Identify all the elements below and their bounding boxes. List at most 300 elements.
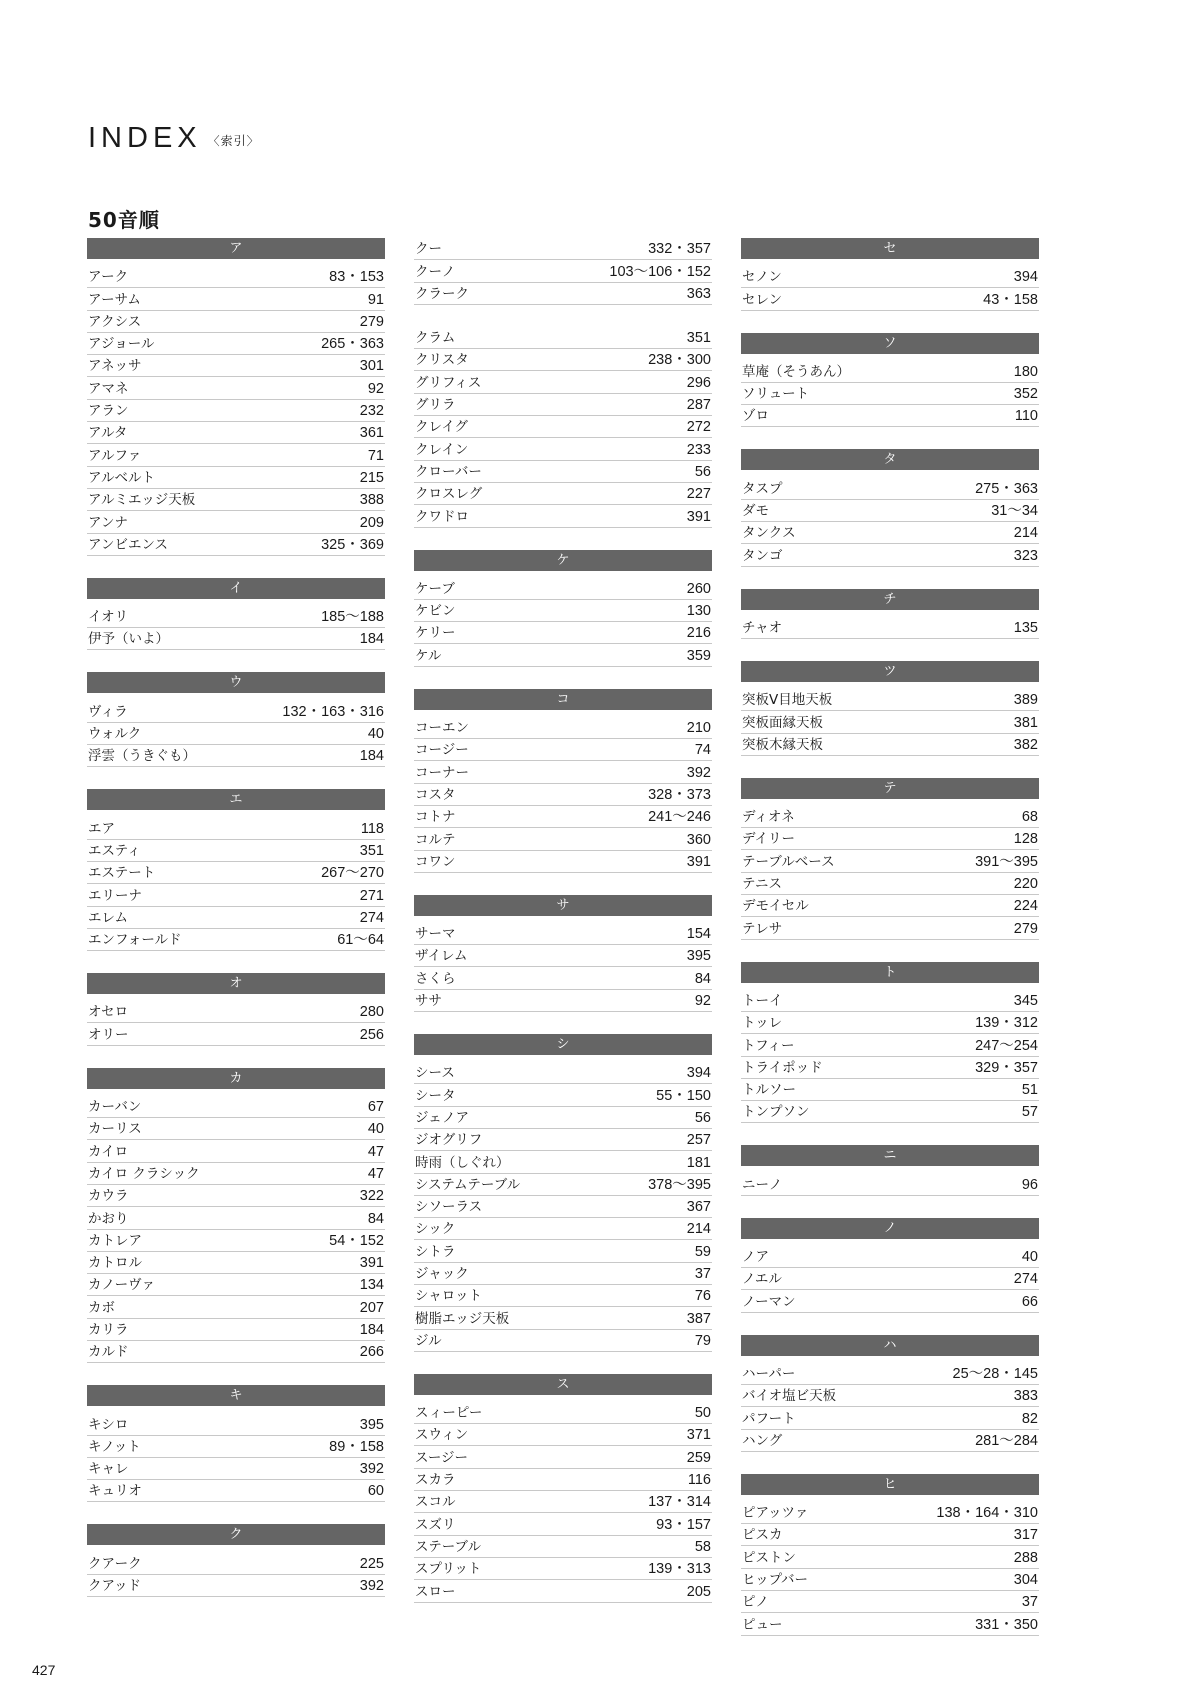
entry-name: アジョール xyxy=(88,336,155,353)
index-entry xyxy=(414,1558,712,1580)
entry-page: 83・153 xyxy=(329,269,384,286)
entry-name: トンプソン xyxy=(742,1104,810,1121)
index-entry xyxy=(87,929,385,951)
entry-name: タスプ xyxy=(742,480,783,497)
index-entry xyxy=(741,1546,1039,1568)
index-entry xyxy=(741,895,1039,917)
entry-name: コルテ xyxy=(415,831,456,848)
index-group xyxy=(87,238,385,556)
entry-name: アルミエッジ天板 xyxy=(88,492,196,509)
index-entry xyxy=(87,628,385,650)
entry-page: 84 xyxy=(694,970,711,987)
index-entry xyxy=(741,734,1039,756)
entry-page: 279 xyxy=(1013,920,1038,937)
entry-page: 259 xyxy=(686,1449,711,1466)
kana-header: ソ xyxy=(741,333,1039,354)
entry-name: チャオ xyxy=(742,619,783,636)
entry-name: ササ xyxy=(415,993,442,1010)
entry-name: コワン xyxy=(415,853,456,870)
index-entry xyxy=(414,505,712,527)
entry-name: アンビエンス xyxy=(88,536,169,553)
entry-page: 76 xyxy=(694,1288,711,1305)
entry-page: 359 xyxy=(686,647,711,664)
entry-page: 43・158 xyxy=(983,291,1038,308)
index-entry xyxy=(414,416,712,438)
entry-page: 260 xyxy=(686,580,711,597)
entry-name: エスティ xyxy=(88,842,141,859)
kana-header: ヒ xyxy=(741,1474,1039,1495)
kana-header: オ xyxy=(87,973,385,994)
entry-page: 51 xyxy=(1021,1082,1038,1099)
entry-name: スィーピー xyxy=(415,1405,483,1422)
entry-page: 271 xyxy=(359,887,384,904)
entry-page: 279 xyxy=(359,313,384,330)
index-entry xyxy=(741,544,1039,566)
index-entry xyxy=(414,438,712,460)
entry-page: 205 xyxy=(686,1583,711,1600)
index-entry xyxy=(741,288,1039,310)
entry-name: ジャック xyxy=(415,1265,469,1282)
index-entry xyxy=(414,461,712,483)
index-entry xyxy=(87,1140,385,1162)
entry-page: 47 xyxy=(367,1143,384,1160)
index-entry xyxy=(741,1591,1039,1613)
index-entry xyxy=(741,266,1039,288)
index-entry xyxy=(414,1513,712,1535)
index-entry xyxy=(414,1330,712,1352)
index-entry xyxy=(87,1413,385,1435)
entry-name: アルタ xyxy=(88,425,128,442)
index-entry xyxy=(87,1207,385,1229)
entry-name: ノエル xyxy=(742,1271,782,1288)
entry-name: エリーナ xyxy=(88,887,142,904)
entry-page: 238・300 xyxy=(648,352,711,369)
entry-page: 224 xyxy=(1013,898,1038,915)
entry-page: 185〜188 xyxy=(321,609,384,626)
entry-page: 55・150 xyxy=(656,1087,711,1104)
index-entry xyxy=(87,1185,385,1207)
index-group xyxy=(87,1385,385,1502)
entry-name: グリラ xyxy=(415,397,456,414)
entry-name: デモイセル xyxy=(742,898,809,915)
index-entry xyxy=(414,394,712,416)
entry-page: 233 xyxy=(686,441,711,458)
entry-name: クラム xyxy=(415,330,456,347)
index-entry xyxy=(414,990,712,1012)
entry-page: 61〜64 xyxy=(337,932,384,949)
index-entry xyxy=(87,1096,385,1118)
entry-name: スウィン xyxy=(415,1427,469,1444)
entry-name: ピュー xyxy=(742,1616,783,1633)
index-group xyxy=(741,661,1039,756)
entry-name: アーサム xyxy=(88,291,141,308)
entry-page: 130 xyxy=(686,603,711,620)
entry-name: コーエン xyxy=(415,720,469,737)
entry-page: 91 xyxy=(367,291,384,308)
entry-page: 287 xyxy=(686,397,711,414)
entry-page: 345 xyxy=(1013,992,1038,1009)
entry-name: クー xyxy=(415,241,442,258)
index-entry xyxy=(87,884,385,906)
index-entry xyxy=(87,745,385,767)
entry-page: 31〜34 xyxy=(991,503,1038,520)
index-group xyxy=(414,1034,712,1352)
entry-name: キュリオ xyxy=(88,1483,142,1500)
entry-page: 361 xyxy=(359,425,384,442)
entry-page: 25〜28・145 xyxy=(952,1365,1038,1382)
entry-name: イオリ xyxy=(88,609,129,626)
entry-name: コーナー xyxy=(415,764,469,781)
entry-name: エア xyxy=(88,820,115,837)
index-entry xyxy=(87,606,385,628)
index-entry xyxy=(414,283,712,305)
entry-name: スズリ xyxy=(415,1516,456,1533)
entry-name: シック xyxy=(415,1221,456,1238)
index-entry xyxy=(414,483,712,505)
entry-name: セレン xyxy=(742,291,783,308)
index-entry xyxy=(741,383,1039,405)
kana-header: キ xyxy=(87,1385,385,1406)
entry-name: カイロ クラシック xyxy=(88,1165,200,1182)
index-group xyxy=(741,1335,1039,1452)
entry-page: 332・357 xyxy=(648,241,711,258)
entry-page: 92 xyxy=(367,380,384,397)
entry-page: 67 xyxy=(367,1099,384,1116)
entry-page: 68 xyxy=(1021,809,1038,826)
index-entry xyxy=(87,723,385,745)
index-entry xyxy=(414,1307,712,1329)
kana-header: エ xyxy=(87,789,385,810)
index-entry xyxy=(741,1430,1039,1452)
index-entry xyxy=(414,578,712,600)
index-entry xyxy=(414,1469,712,1491)
entry-name: カボ xyxy=(88,1299,115,1316)
entry-name: カノーヴァ xyxy=(88,1277,155,1294)
entry-page: 388 xyxy=(359,492,384,509)
entry-name: スコル xyxy=(415,1494,456,1511)
entry-page: 296 xyxy=(686,374,711,391)
index-entry xyxy=(87,1001,385,1023)
entry-name: デイリー xyxy=(742,831,796,848)
entry-name: アクシス xyxy=(88,313,142,330)
kana-header: イ xyxy=(87,578,385,599)
entry-page: 60 xyxy=(367,1483,384,1500)
page-subtitle: 〈索引〉 xyxy=(207,134,260,148)
entry-name: コージー xyxy=(415,742,469,759)
entry-name: ハング xyxy=(742,1432,783,1449)
entry-name: アーク xyxy=(88,269,129,286)
index-entry xyxy=(414,371,712,393)
entry-page: 275・363 xyxy=(975,480,1038,497)
index-entry xyxy=(741,1057,1039,1079)
entry-name: クワドロ xyxy=(415,508,469,525)
entry-page: 220 xyxy=(1013,876,1038,893)
index-entry xyxy=(741,1034,1039,1056)
entry-name: テレサ xyxy=(742,920,783,937)
index-entry xyxy=(414,238,712,260)
entry-page: 391 xyxy=(686,853,711,870)
entry-page: 132・163・316 xyxy=(282,703,384,720)
index-entry xyxy=(87,1230,385,1252)
entry-page: 392 xyxy=(359,1578,384,1595)
entry-name: アルファ xyxy=(88,447,142,464)
index-entry xyxy=(87,467,385,489)
entry-page: 139・313 xyxy=(648,1561,711,1578)
index-entry xyxy=(414,1240,712,1262)
entry-name: シャロット xyxy=(415,1288,482,1305)
kana-header: ア xyxy=(87,238,385,259)
index-entry xyxy=(414,1536,712,1558)
entry-page: 281〜284 xyxy=(975,1432,1038,1449)
index-group xyxy=(87,973,385,1046)
entry-page: 394 xyxy=(1013,269,1038,286)
entry-page: 79 xyxy=(694,1332,711,1349)
entry-name: サーマ xyxy=(415,926,456,943)
entry-page: 40 xyxy=(367,726,384,743)
entry-name: カルド xyxy=(88,1344,129,1361)
entry-name: ピスカ xyxy=(742,1527,783,1544)
entry-name: 時雨（しぐれ） xyxy=(415,1154,510,1171)
entry-page: 66 xyxy=(1021,1293,1038,1310)
index-entry xyxy=(414,1218,712,1240)
index-entry xyxy=(414,1491,712,1513)
entry-name: カウラ xyxy=(88,1188,129,1205)
kana-header: カ xyxy=(87,1068,385,1089)
entry-page: 351 xyxy=(686,330,711,347)
entry-name: アルベルト xyxy=(88,469,155,486)
entry-page: 58 xyxy=(694,1538,711,1555)
page-number: 427 xyxy=(32,1662,56,1678)
entry-page: 40 xyxy=(1021,1249,1038,1266)
entry-name: ケリー xyxy=(415,625,456,642)
entry-page: 280 xyxy=(359,1004,384,1021)
entry-name: 浮雲（うきぐも） xyxy=(88,748,196,765)
index-entry xyxy=(741,1101,1039,1123)
entry-page: 71 xyxy=(367,447,384,464)
entry-page: 47 xyxy=(367,1165,384,1182)
index-entry xyxy=(87,444,385,466)
entry-page: 54・152 xyxy=(329,1232,384,1249)
kana-header: ツ xyxy=(741,661,1039,682)
entry-name: クローバー xyxy=(415,463,482,480)
index-entry xyxy=(414,1196,712,1218)
entry-page: 59 xyxy=(694,1243,711,1260)
entry-name: クアッド xyxy=(88,1578,142,1595)
entry-name: カーリス xyxy=(88,1121,142,1138)
entry-page: 214 xyxy=(1013,525,1038,542)
index-entry xyxy=(414,1424,712,1446)
entry-page: 392 xyxy=(359,1461,384,1478)
index-group xyxy=(741,238,1039,311)
index-entry xyxy=(87,1341,385,1363)
index-entry xyxy=(741,500,1039,522)
index-group xyxy=(414,1374,712,1603)
entry-name: クロスレグ xyxy=(415,486,483,503)
index-group xyxy=(87,789,385,951)
entry-name: キシロ xyxy=(88,1416,129,1433)
index-entry xyxy=(414,1129,712,1151)
entry-page: 389 xyxy=(1013,692,1038,709)
index-entry xyxy=(741,711,1039,733)
entry-page: 184 xyxy=(359,748,384,765)
entry-name: クリスタ xyxy=(415,352,469,369)
entry-page: 257 xyxy=(686,1132,711,1149)
index-entry xyxy=(741,361,1039,383)
index-entry xyxy=(741,850,1039,872)
page-title: INDEX 〈索引〉 xyxy=(88,122,260,154)
entry-page: 57 xyxy=(1021,1104,1038,1121)
index-entry xyxy=(414,1580,712,1602)
index-entry xyxy=(414,644,712,666)
index-entry xyxy=(87,1458,385,1480)
entry-page: 395 xyxy=(686,948,711,965)
entry-name: トフィー xyxy=(742,1037,795,1054)
entry-page: 207 xyxy=(359,1299,384,1316)
index-entry xyxy=(87,1296,385,1318)
entry-name: スージー xyxy=(415,1449,469,1466)
kana-header: テ xyxy=(741,778,1039,799)
entry-name: バイオ塩ビ天板 xyxy=(742,1388,837,1405)
entry-page: 180 xyxy=(1013,363,1038,380)
entry-name: ステーブル xyxy=(415,1538,482,1555)
kana-header: ス xyxy=(414,1374,712,1395)
entry-page: 50 xyxy=(694,1405,711,1422)
index-entry xyxy=(414,327,712,349)
index-entry xyxy=(87,1118,385,1140)
entry-page: 56 xyxy=(694,463,711,480)
entry-name: ゾロ xyxy=(742,408,769,425)
entry-name: 突板面縁天板 xyxy=(742,714,823,731)
entry-name: コスタ xyxy=(415,786,456,803)
index-group xyxy=(741,962,1039,1124)
index-entry xyxy=(87,1023,385,1045)
index-entry xyxy=(87,1436,385,1458)
index-entry xyxy=(414,923,712,945)
entry-page: 395 xyxy=(359,1416,384,1433)
entry-page: 363 xyxy=(686,285,711,302)
entry-page: 391〜395 xyxy=(975,853,1038,870)
entry-page: 325・369 xyxy=(321,536,384,553)
entry-name: ジェノア xyxy=(415,1109,469,1126)
entry-page: 40 xyxy=(367,1121,384,1138)
index-entry xyxy=(741,1569,1039,1591)
index-group xyxy=(414,238,712,528)
index-entry xyxy=(414,967,712,989)
entry-page: 214 xyxy=(686,1221,711,1238)
entry-page: 288 xyxy=(1013,1549,1038,1566)
entry-name: ノーマン xyxy=(742,1293,796,1310)
entry-page: 331・350 xyxy=(975,1616,1038,1633)
entry-page: 209 xyxy=(359,514,384,531)
entry-page: 96 xyxy=(1021,1176,1038,1193)
index-group xyxy=(87,672,385,767)
entry-page: 215 xyxy=(359,469,384,486)
entry-name: ピアッツァ xyxy=(742,1505,809,1522)
index-entry xyxy=(87,1319,385,1341)
entry-name: クレイグ xyxy=(415,419,469,436)
index-entry xyxy=(87,422,385,444)
index-entry xyxy=(414,1151,712,1173)
index-entry xyxy=(741,1407,1039,1429)
index-entry xyxy=(741,1385,1039,1407)
entry-page: 329・357 xyxy=(975,1059,1038,1076)
entry-name: ヒップバー xyxy=(742,1571,809,1588)
entry-page: 391 xyxy=(686,508,711,525)
entry-name: エステート xyxy=(88,865,156,882)
index-group xyxy=(741,1145,1039,1195)
entry-page: 227 xyxy=(686,486,711,503)
entry-page: 210 xyxy=(686,720,711,737)
entry-page: 128 xyxy=(1013,831,1038,848)
entry-name: エレム xyxy=(88,909,128,926)
index-entry xyxy=(87,534,385,556)
index-entry xyxy=(741,1173,1039,1195)
entry-name: システムテーブル xyxy=(415,1176,521,1193)
entry-name: シータ xyxy=(415,1087,456,1104)
index-group xyxy=(414,550,712,667)
index-entry xyxy=(414,945,712,967)
kana-header: ケ xyxy=(414,550,712,571)
entry-name: 突板V目地天板 xyxy=(742,692,833,709)
entry-page: 154 xyxy=(686,926,711,943)
kana-header: ハ xyxy=(741,1335,1039,1356)
index-entry xyxy=(87,489,385,511)
index-entry xyxy=(741,1268,1039,1290)
index-entry xyxy=(87,817,385,839)
entry-name: トライポッド xyxy=(742,1059,823,1076)
entry-name: 突板木縁天板 xyxy=(742,736,823,753)
entry-page: 103〜106・152 xyxy=(609,263,711,280)
index-entry xyxy=(414,851,712,873)
entry-page: 352 xyxy=(1013,386,1038,403)
index-entry xyxy=(741,1524,1039,1546)
entry-name: パフート xyxy=(742,1410,796,1427)
kana-header: コ xyxy=(414,689,712,710)
entry-page: 256 xyxy=(359,1026,384,1043)
entry-name: キノット xyxy=(88,1438,141,1455)
index-entry xyxy=(414,1174,712,1196)
index-column-1 xyxy=(87,238,385,1619)
entry-name: シース xyxy=(415,1065,455,1082)
entry-name: 伊予（いよ） xyxy=(88,631,169,648)
index-entry xyxy=(87,1252,385,1274)
index-entry xyxy=(87,862,385,884)
entry-page: 139・312 xyxy=(975,1015,1038,1032)
index-entry xyxy=(87,311,385,333)
kana-header: タ xyxy=(741,449,1039,470)
entry-name: アネッサ xyxy=(88,358,142,375)
index-entry xyxy=(741,1079,1039,1101)
entry-name: エンフォールド xyxy=(88,932,182,949)
entry-name: ピストン xyxy=(742,1549,796,1566)
entry-page: 266 xyxy=(359,1344,384,1361)
entry-name: クアーク xyxy=(88,1555,142,1572)
index-entry xyxy=(87,1480,385,1502)
kana-header: ニ xyxy=(741,1145,1039,1166)
kana-header: ウ xyxy=(87,672,385,693)
entry-name: タンゴ xyxy=(742,547,783,564)
entry-page: 274 xyxy=(359,909,384,926)
index-entry xyxy=(87,700,385,722)
entry-page: 371 xyxy=(686,1427,711,1444)
entry-page: 328・373 xyxy=(648,786,711,803)
entry-page: 74 xyxy=(694,742,711,759)
entry-page: 394 xyxy=(686,1065,711,1082)
entry-name: グリフィス xyxy=(415,374,482,391)
entry-page: 383 xyxy=(1013,1388,1038,1405)
entry-page: 89・158 xyxy=(329,1438,384,1455)
entry-name: スロー xyxy=(415,1583,456,1600)
